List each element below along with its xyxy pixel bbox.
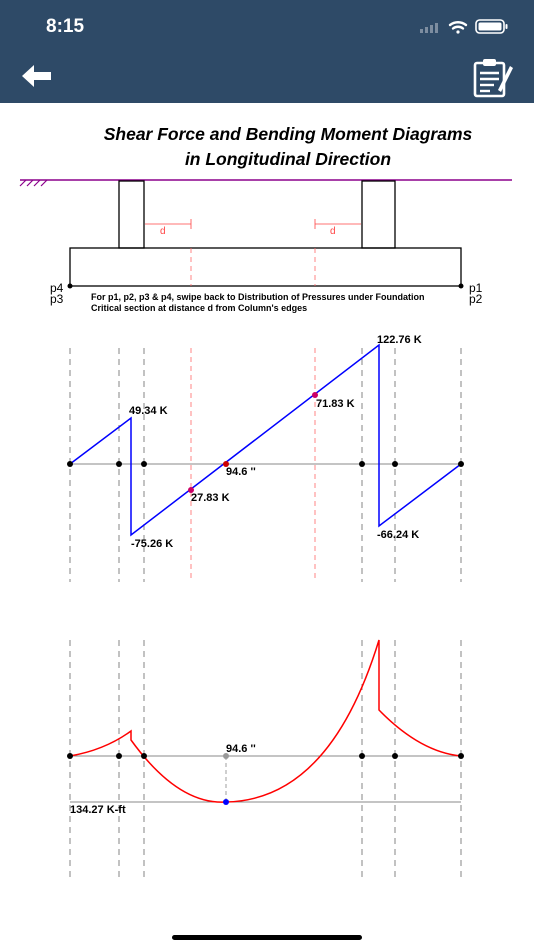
note-swipe: For p1, p2, p3 & p4, swipe back to Distribution of Pressures under Foundation [91,292,425,302]
label-p3: p3 [50,292,64,306]
shear-left-min-label: -75.26 K [131,538,174,550]
shear-critical-lines [191,348,315,582]
bending-moment-diagram [67,640,464,878]
d-dimension-left [145,219,191,229]
moment-max-point [223,799,229,805]
note-critical-section: Critical section at distance d from Column's edges [91,303,308,313]
footing-slab [70,248,461,286]
moment-guide-lines [70,640,461,878]
status-time: 8:15 [46,16,85,37]
corner-point-left [68,284,73,289]
shear-force-diagram [67,334,464,582]
corner-point-right [459,284,464,289]
moment-zero-label: 94.6 '' [226,743,256,755]
d-label-right: d [330,226,336,237]
label-p2: p2 [469,292,483,306]
column-right [362,181,395,248]
label-p4: p4 [50,281,64,295]
home-indicator[interactable] [172,935,362,940]
d-dimension-right [315,219,361,229]
moment-curve [70,640,461,802]
shear-max-label: 122.76 K [377,334,422,346]
ground-hatch [20,180,47,186]
moment-max-label: 134.27 K-ft [70,804,126,816]
shear-zero-label: 94.6 '' [226,466,256,478]
title-line-1: Shear Force and Bending Moment Diagrams [103,124,473,144]
shear-crit-left-label: 27.83 K [191,492,230,504]
shear-left-peak-label: 49.34 K [129,405,168,417]
critical-section-lines-top [191,248,315,286]
label-p1: p1 [469,281,483,295]
d-label-left: d [160,226,166,237]
shear-crit-right-label: 71.83 K [316,398,355,410]
column-left [119,181,144,248]
shear-guide-lines [70,348,461,582]
shear-right-min-label: -66.24 K [377,529,420,541]
title-line-2: in Longitudinal Direction [184,149,392,169]
shear-curve [70,345,461,535]
footing-elevation [20,180,512,313]
